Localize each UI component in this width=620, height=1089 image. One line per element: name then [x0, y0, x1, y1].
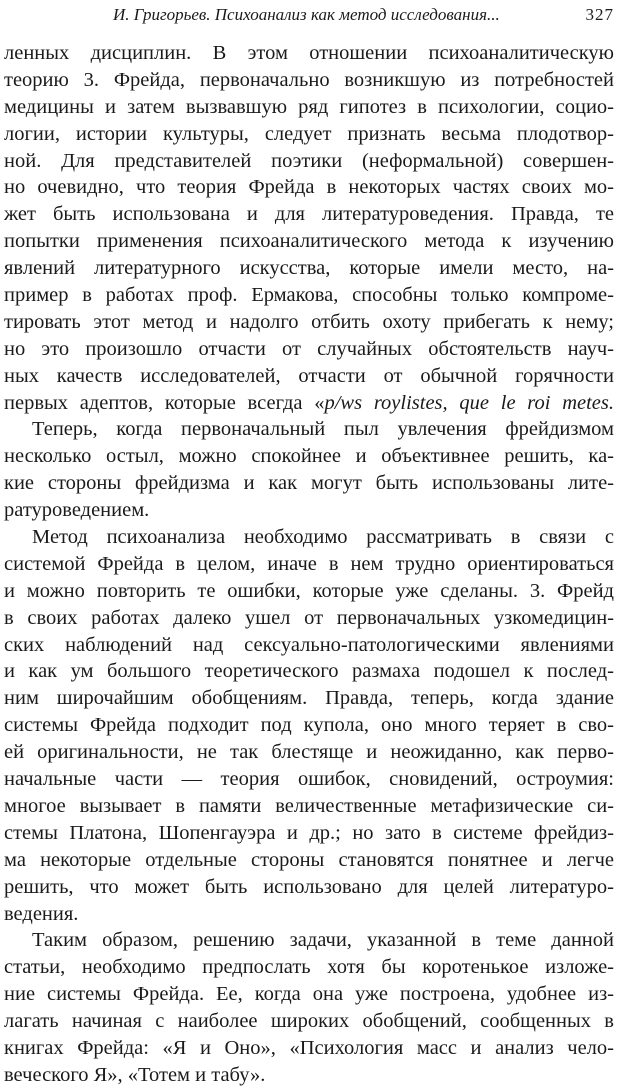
text-line [4, 739, 614, 766]
text-line-content: но это произошло отчасти от случайных обстоятельств науч- [4, 337, 614, 360]
body-text [4, 40, 614, 1089]
text-line-content: и можно повторить те ошибки, которые уже сделаны. 3. Фрейд [4, 579, 614, 602]
text-line-content: и как ум большого теоретического размаха подошел к послед- [4, 660, 614, 683]
text-line [4, 497, 614, 524]
text-line [4, 766, 614, 793]
text-line [4, 658, 614, 685]
text-line [4, 309, 614, 336]
text-line-content: медицины и затем вызвавшую ряд гипотез в психологии, социо- [4, 95, 614, 118]
text-line [4, 67, 614, 94]
text-line [4, 228, 614, 255]
text-line [4, 121, 614, 148]
text-line [4, 1008, 614, 1035]
text-line-content: ние системы Фрейда. Ее, когда она уже построена, удобнее из- [4, 983, 614, 1006]
text-line [4, 901, 614, 928]
text-line [4, 605, 614, 632]
text-line [4, 1035, 614, 1062]
text-line [4, 847, 614, 874]
text-line-content: решить, что может быть использовано для целей литературо- [4, 875, 614, 898]
text-line-content: ленных дисциплин. В этом отношении психоаналитическую [4, 42, 614, 64]
running-title: И. Григорьев. Психоанализ как метод исследования... [113, 5, 500, 24]
text-line-content: статьи, необходимо предпослать хотя бы коротенькое изложе- [4, 956, 614, 979]
text-line-content: ма некоторые отдельные стороны становятся понятнее и легче [4, 848, 614, 871]
text-line [4, 148, 614, 175]
text-line [4, 94, 614, 121]
text-line-content: начальные части — теория ошибок, сновидений, остроумия: [4, 768, 614, 791]
text-line-content: ведения. [4, 902, 79, 925]
text-line [4, 443, 614, 470]
text-line [4, 390, 614, 417]
text-line-content: несколько остыл, можно спокойнее и объективнее решить, ка- [4, 445, 614, 468]
text-line-content: но очевидно, что теория Фрейда в некоторых частях своих мо- [4, 176, 614, 199]
text-line [4, 551, 614, 578]
text-line [4, 40, 614, 67]
text-line [4, 282, 614, 309]
text-line-content: ей оригинальности, не так блестяще и неожиданно, как перво- [4, 741, 614, 764]
text-line-content: попытки применения психоаналитического метода к изучению [4, 230, 614, 253]
text-line [4, 363, 614, 390]
text-line-content: ских наблюдений над сексуально-патологическими явлениями [4, 633, 614, 656]
text-line-content: кие стороны фрейдизма и как могут быть использованы лите- [4, 472, 614, 495]
text-line-content: в своих работах далеко ушел от первоначальных узкомедицин- [4, 606, 614, 629]
text-line-content: ной. Для представителей поэтики (неформальной) совершен- [4, 149, 614, 172]
text-line-content: ним широчайшим обобщениям. Правда, теперь, когда здание [4, 687, 614, 710]
text-line-content: ратуроведением. [4, 499, 150, 522]
text-line-content: стемы Платона, Шопенгауэра и др.; но зато в системе фрейдиз- [4, 821, 614, 844]
text-line-content: жет быть использована и для литературоведения. Правда, те [4, 203, 614, 226]
text-line-content: теорию 3. Фрейда, первоначально возникшую из потребностей [4, 68, 614, 91]
text-line-content: системы Фрейда подходит под купола, оно много теряет в сво- [4, 714, 614, 737]
text-line-content: системой Фрейда в целом, иначе в нем трудно ориентироваться [4, 552, 614, 575]
text-line [4, 174, 614, 201]
text-line-content: многое вызывает в памяти величественные метафизические си- [4, 794, 614, 817]
text-line-content: явлений литературного искусства, которые имели место, на- [4, 257, 614, 280]
text-line [4, 874, 614, 901]
text-line [4, 793, 614, 820]
text-line-content: логии, истории культуры, следует признать весьма плодотвор- [4, 122, 614, 145]
text-line-content: ных качеств исследователей, отчасти от обычной горячности [4, 364, 614, 387]
text-line [4, 470, 614, 497]
page-number: 327 [585, 5, 614, 24]
text-line-content: веческого Я», «Тотем и табу». [4, 1063, 266, 1086]
text-line-content: Таким образом, решению задачи, указанной в теме данной [32, 929, 614, 952]
text-line-content: Метод психоанализа необходимо рассматривать в связи с [32, 526, 614, 549]
text-line [4, 1062, 614, 1089]
text-line [4, 927, 614, 954]
running-head [0, 2, 614, 28]
text-line-content: пример в работах проф. Ермакова, способны только компроме- [4, 284, 614, 307]
text-line [4, 524, 614, 551]
text-line [4, 685, 614, 712]
text-line-content: лагать начиная с наиболее широких обобщений, сообщенных в [4, 1010, 614, 1033]
text-line-content: книгах Фрейда: «Я и Оно», «Психология масс и анализ чело- [4, 1036, 614, 1059]
text-line [4, 255, 614, 282]
text-line [4, 981, 614, 1008]
text-line-content: тировать этот метод и надолго отбить охоту прибегать к нему; [4, 310, 614, 333]
text-line [4, 632, 614, 659]
text-line [4, 201, 614, 228]
text-line [4, 820, 614, 847]
text-line-italic: p/ws roylistes, que le roi metes. [324, 391, 614, 414]
text-line [4, 712, 614, 739]
text-line [4, 578, 614, 605]
text-line-content: Теперь, когда первоначальный пыл увлечения фрейдизмом [32, 418, 614, 441]
text-line [4, 336, 614, 363]
text-line [4, 416, 614, 443]
text-line [4, 954, 614, 981]
text-line-content: первых адептов, которые всегда « [4, 391, 325, 414]
